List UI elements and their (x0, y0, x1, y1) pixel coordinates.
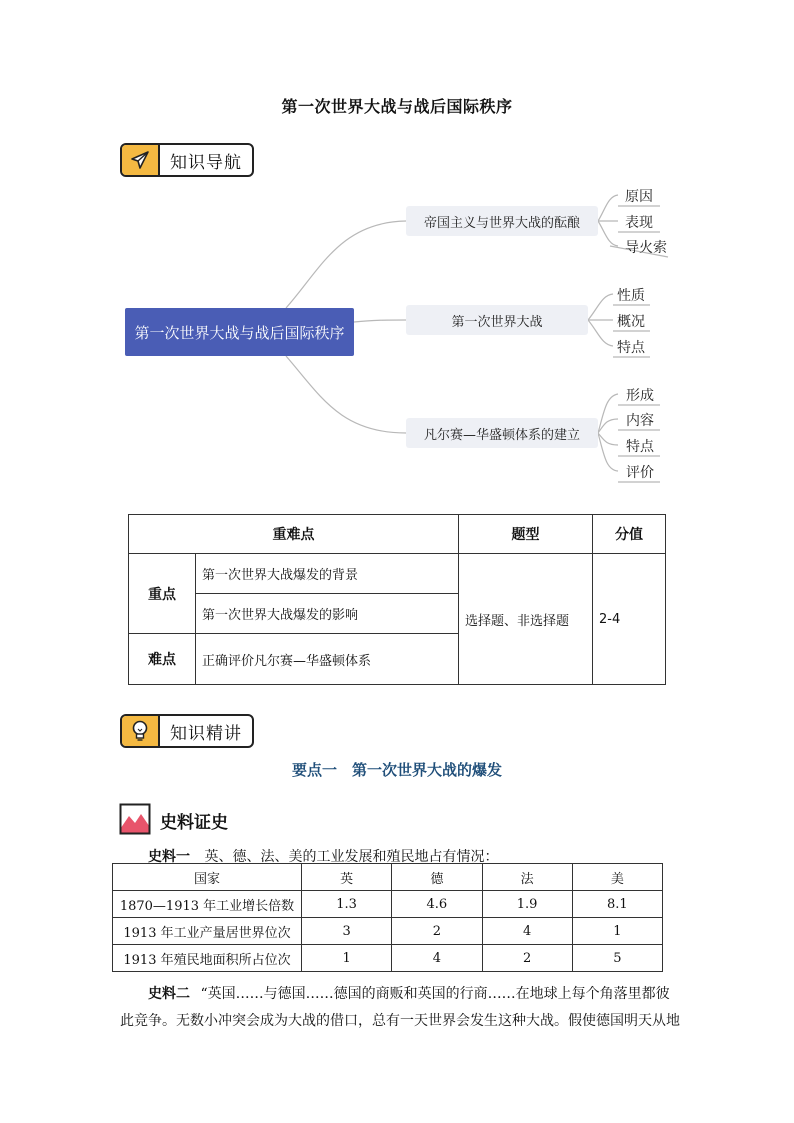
mindmap-branch: 凡尔赛—华盛顿体系的建立 (406, 418, 598, 448)
mindmap-leaf: 性质 (617, 288, 645, 304)
mindmap-branch: 第一次世界大战 (406, 305, 588, 335)
image-icon (119, 803, 151, 835)
mindmap-leaf: 概况 (617, 314, 645, 330)
table-cell: 1.9 (482, 891, 572, 918)
lightbulb-icon (122, 716, 160, 746)
table-cell: 4.6 (392, 891, 482, 918)
table-cell: 1870—1913 年工业增长倍数 (113, 891, 302, 918)
mindmap-leaf: 特点 (626, 439, 654, 455)
col-header: 题型 (459, 515, 593, 554)
mindmap-leaf: 特点 (617, 340, 645, 356)
table-cell: 1.3 (302, 891, 392, 918)
source2-text-line1: “英国……与德国……德国的商贩和英国的行商……在地球上每个角落里都彼 (200, 986, 670, 1002)
table-cell: 8.1 (572, 891, 662, 918)
mindmap-root: 第一次世界大战与战后国际秩序 (125, 308, 354, 356)
source2-label: 史料二 (148, 986, 190, 1002)
table-cell: 正确评价凡尔赛—华盛顿体系 (196, 634, 459, 685)
source1-text: 英、德、法、美的工业发展和殖民地占有情况： (204, 849, 499, 865)
table-cell: 美 (572, 864, 662, 891)
table-cell: 德 (392, 864, 482, 891)
knowledge-detail-badge (120, 714, 254, 748)
table-cell: 法 (482, 864, 572, 891)
zhongdian-label: 重点 (129, 554, 196, 634)
mindmap-leaf: 原因 (625, 189, 653, 205)
table-cell: 3 (302, 918, 392, 945)
source2-line1 (148, 983, 678, 1003)
mindmap-leaf: 导火索 (625, 240, 667, 256)
mindmap-leaf: 表现 (625, 215, 653, 231)
page-title: 第一次世界大战与战后国际秩序 (281, 97, 513, 116)
industry-colony-table (112, 863, 663, 972)
question-type-cell: 选择题、非选择题 (459, 554, 593, 685)
mindmap-leaf: 内容 (626, 413, 654, 429)
source1-label: 史料一 (148, 849, 190, 865)
badge-label: 知识精讲 (170, 723, 242, 744)
table-cell: 4 (482, 918, 572, 945)
key-points-table (128, 514, 666, 685)
mindmap-connectors (0, 0, 794, 520)
table-cell: 2 (482, 945, 572, 972)
nandian-label: 难点 (129, 634, 196, 685)
badge-label: 知识导航 (170, 152, 242, 173)
mindmap-leaf: 形成 (626, 388, 654, 404)
source2-text-line2: 此竞争。无数小冲突会成为大战的借口，总有一天世界会发生这种大战。假使德国明天从地 (120, 1013, 680, 1029)
table-cell: 1913 年工业产量居世界位次 (113, 918, 302, 945)
score-cell: 2-4 (593, 554, 666, 685)
table-cell: 国家 (113, 864, 302, 891)
table-cell: 1 (302, 945, 392, 972)
mindmap-leaf: 评价 (626, 465, 654, 481)
col-header: 分值 (593, 515, 666, 554)
mindmap-branch: 帝国主义与世界大战的酝酿 (406, 206, 598, 236)
table-cell: 2 (392, 918, 482, 945)
evidence-title: 史料证史 (160, 813, 228, 833)
table-cell: 英 (302, 864, 392, 891)
table-cell: 第一次世界大战爆发的背景 (196, 554, 459, 594)
table-cell: 1913 年殖民地面积所占位次 (113, 945, 302, 972)
table-cell: 4 (392, 945, 482, 972)
section-heading: 要点一 第一次世界大战的爆发 (291, 761, 502, 779)
table-cell: 5 (572, 945, 662, 972)
table-cell: 第一次世界大战爆发的影响 (196, 594, 459, 634)
col-header: 重难点 (129, 515, 459, 554)
table-cell: 1 (572, 918, 662, 945)
